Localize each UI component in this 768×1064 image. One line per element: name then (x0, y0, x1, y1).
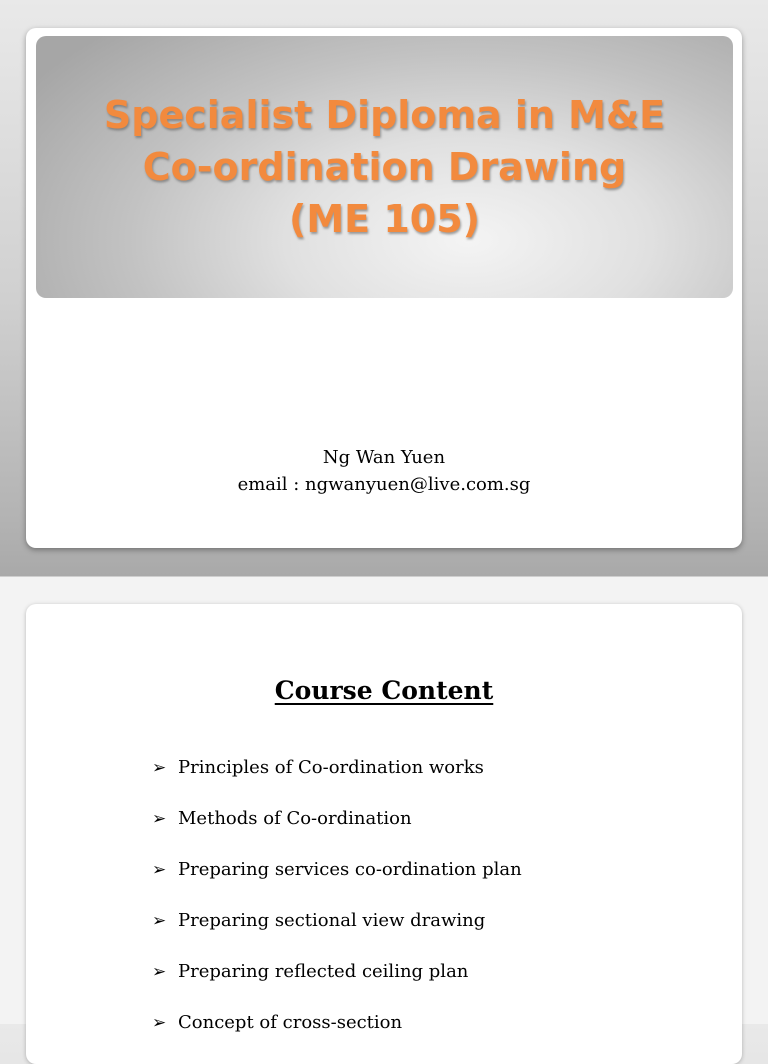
list-item-text: Principles of Co-ordination works (178, 757, 484, 778)
title-line-2: Co-ordination Drawing (142, 145, 627, 189)
arrow-bullet-icon: ➢ (152, 962, 167, 982)
course-content-slide (26, 604, 742, 1064)
arrow-bullet-icon: ➢ (152, 809, 167, 829)
list-item (152, 909, 522, 960)
arrow-bullet-icon: ➢ (152, 758, 167, 778)
list-item (152, 756, 522, 807)
title-banner (36, 36, 733, 298)
list-item (152, 1011, 522, 1062)
title-slide (26, 28, 742, 548)
arrow-bullet-icon: ➢ (152, 860, 167, 880)
list-item (152, 960, 522, 1011)
section-heading (26, 676, 742, 705)
title-line-3: (ME 105) (288, 197, 481, 241)
list-item (152, 858, 522, 909)
list-item-text: Preparing services co-ordination plan (178, 859, 522, 880)
list-item (152, 807, 522, 858)
author-name: Ng Wan Yuen (322, 447, 446, 468)
course-content-list (152, 756, 522, 1062)
arrow-bullet-icon: ➢ (152, 1013, 167, 1033)
list-item-text: Concept of cross-section (178, 1012, 403, 1033)
slide-title (104, 89, 665, 245)
arrow-bullet-icon: ➢ (152, 911, 167, 931)
list-item-text: Preparing reflected ceiling plan (178, 961, 469, 982)
title-line-1: Specialist Diploma in M&E (103, 93, 666, 137)
list-item-text: Preparing sectional view drawing (178, 910, 486, 931)
course-content-heading: Course Content (274, 676, 494, 705)
list-item-text: Methods of Co-ordination (178, 808, 412, 829)
author-block (26, 444, 742, 498)
author-email: email : ngwanyuen@live.com.sg (237, 474, 531, 495)
